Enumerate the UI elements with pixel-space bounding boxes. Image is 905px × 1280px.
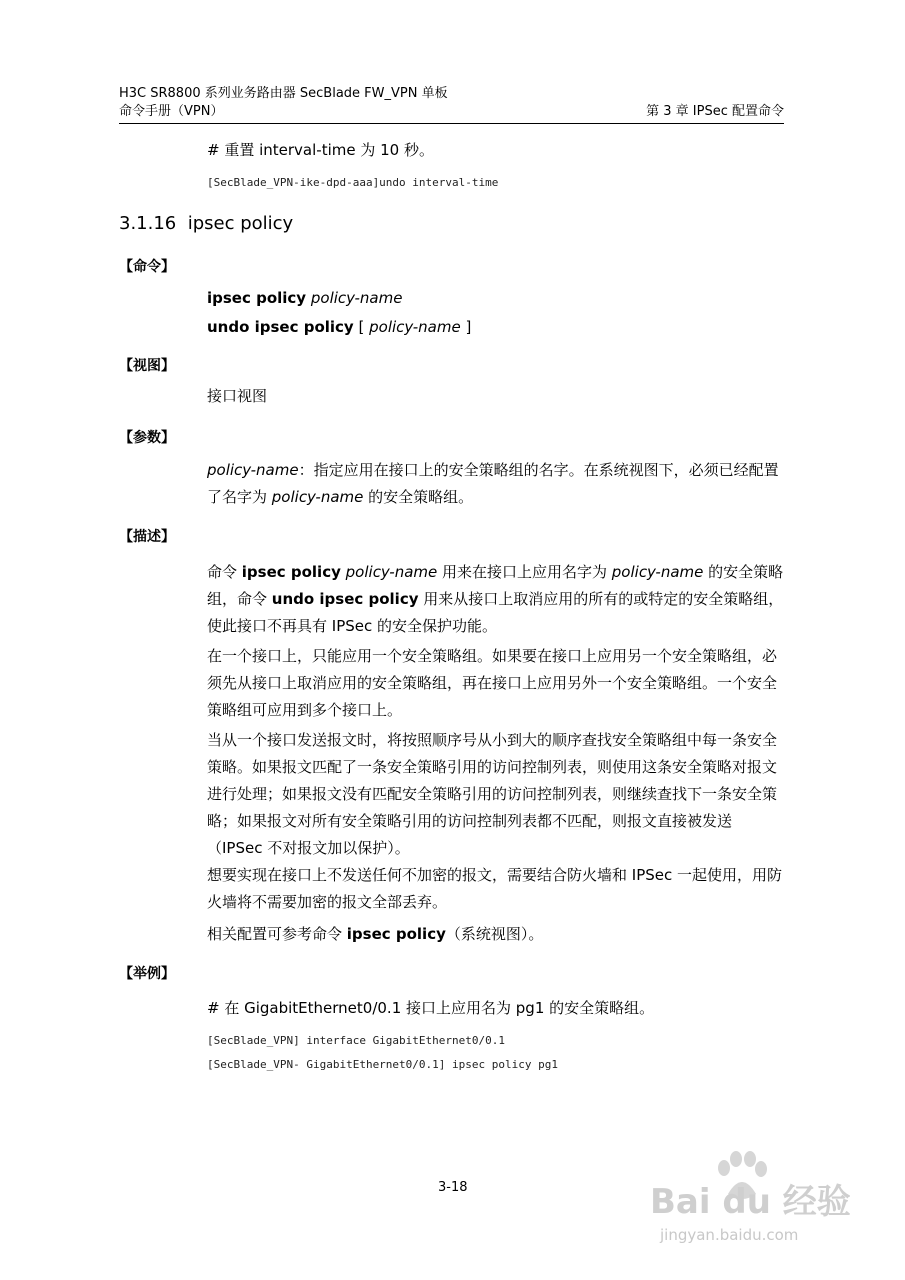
label-example: 【举例】 [119, 966, 175, 982]
header-manual-name: 命令手册（VPN） [119, 104, 224, 119]
example-code-line-2: [SecBlade_VPN- GigabitEthernet0/0.1] ipsec policy pg1 [207, 1058, 558, 1071]
description-paragraph-5: 相关配置可参考命令 ipsec policy（系统视图）。 [207, 925, 544, 943]
section-name: ipsec policy [187, 213, 294, 234]
example-note: # 在 GigabitEthernet0/0.1 接口上应用名为 pg1 的安全策略组。 [207, 999, 655, 1017]
header-chapter: 第 3 章 IPSec 配置命令 [646, 104, 784, 119]
header-rule [119, 123, 784, 124]
command-line-1 [207, 288, 402, 308]
example-code-line-1: [SecBlade_VPN] interface GigabitEthernet0/0.1 [207, 1034, 506, 1047]
view-text: 接口视图 [207, 387, 268, 405]
top-note: # 重置 interval-time 为 10 秒。 [207, 141, 434, 159]
description-paragraph-2: 在一个接口上，只能应用一个安全策略组。如果要在接口上应用另一个安全策略组，必须先从接口上取消应用的安全策略组，再在接口上应用另外一个安全策略组。一个安全策略组可应用到多个接口上。 [207, 647, 778, 719]
command-keyword: ipsec policy [207, 289, 307, 307]
watermark-brand: Bai du 经验 [650, 1182, 851, 1222]
undo-command-keyword: undo ipsec policy [207, 318, 354, 336]
undo-command-argument: policy-name [369, 318, 461, 336]
description-paragraph-4: 想要实现在接口上不发送任何不加密的报文，需要结合防火墙和 IPSec 一起使用，用防火墙将不需要加密的报文全部丢弃。 [207, 866, 783, 911]
description-paragraph-3: 当从一个接口发送报文时，将按照顺序号从小到大的顺序查找安全策略组中每一条安全策略。如果报文匹配了一条安全策略引用的访问控制列表，则使用这条安全策略对报文进行处理；如果报文没有匹配安全策略引用的访问控制列表，则继续查找下一条安全策略；如果报文对所有安全策略引用的访问控制列表都不匹配，则报文直接被发送（IPSec 不对报文加以保护）。 [207, 731, 778, 857]
command-argument: policy-name [310, 289, 403, 307]
params-paragraph: policy-name：指定应用在接口上的安全策略组的名字。在系统视图下，必须已经配置了名字为 policy-name 的安全策略组。 [207, 461, 779, 506]
section-title [119, 213, 293, 235]
label-params: 【参数】 [119, 430, 175, 446]
param-name: policy-name [207, 461, 299, 479]
header-title: H3C SR8800 系列业务路由器 SecBlade FW_VPN 单板 [119, 86, 448, 101]
page-number: 3-18 [438, 1180, 468, 1195]
command-line-2: undo ipsec policy [ policy-name ] [207, 318, 472, 336]
description-paragraph-1: 命令 ipsec policy policy-name 用来在接口上应用名字为 policy-name 的安全策略组，命令 undo ipsec policy 用来从接口上取消应用的所有的或特定的安全策略组，使此接口不再具有 IPSec 的安全保护功能。 [207, 563, 784, 635]
label-description: 【描述】 [119, 529, 175, 545]
baidu-watermark [650, 1150, 880, 1260]
top-code-line: [SecBlade_VPN-ike-dpd-aaa]undo interval-time [207, 176, 499, 189]
label-view: 【视图】 [119, 358, 175, 374]
watermark-url: jingyan.baidu.com [660, 1226, 799, 1244]
label-command: 【命令】 [119, 259, 175, 275]
section-number: 3.1.16 [119, 213, 177, 234]
param-name-ref: policy-name [271, 488, 364, 506]
